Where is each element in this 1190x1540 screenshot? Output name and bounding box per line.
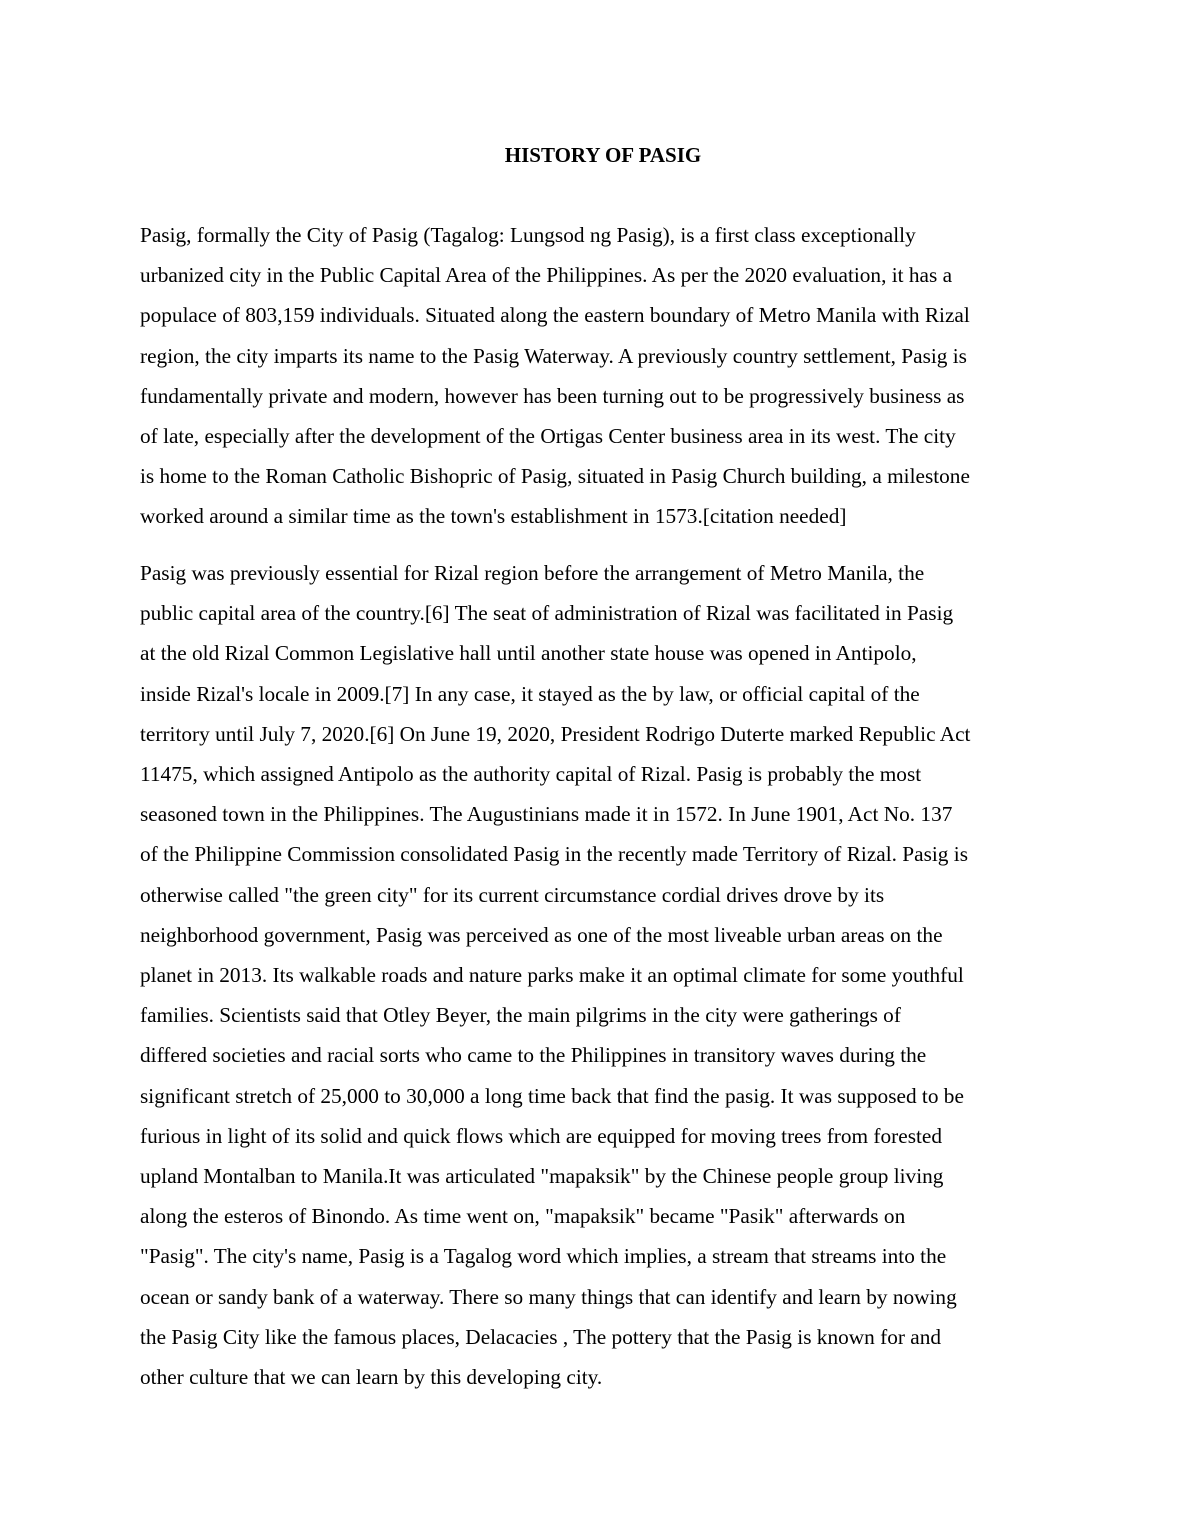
text-line: is home to the Roman Catholic Bishopric of Pasig, situated in Pasig Church building, a milestone bbox=[140, 464, 970, 489]
text-line: Pasig, formally the City of Pasig (Tagalog: Lungsod ng Pasig), is a first class exceptionally bbox=[140, 223, 916, 247]
text-line: "Pasig". The city's name, Pasig is a Tagalog word which implies, a stream that streams into the bbox=[140, 1244, 947, 1269]
text-line: families. Scientists said that Otley Beyer, the main pilgrims in the city were gatherings of bbox=[140, 1003, 901, 1028]
text-line: region, the city imparts its name to the Pasig Waterway. A previously country settlement, Pasig is bbox=[140, 343, 967, 368]
document-title: HISTORY OF PASIG bbox=[504, 143, 702, 167]
text-line: differed societies and racial sorts who came to the Philippines in transitory waves during the bbox=[140, 1043, 927, 1068]
text-line: upland Montalban to Manila.It was articulated "mapaksik" by the Chinese people group living bbox=[140, 1164, 944, 1189]
text-line: territory until July 7, 2020.[6] On June 19, 2020, President Rodrigo Duterte marked Republic Act bbox=[140, 721, 971, 746]
text-line: at the old Rizal Common Legislative hall until another state house was opened in Antipolo, bbox=[140, 641, 917, 666]
paragraph-intro bbox=[140, 215, 1052, 537]
text-line: public capital area of the country.[6] The seat of administration of Rizal was facilitated in Pasig bbox=[140, 601, 954, 626]
text-line: of late, especially after the development of the Ortigas Center business area in its west. The city bbox=[140, 424, 956, 449]
text-line: seasoned town in the Philippines. The Augustinians made it in 1572. In June 1901, Act No. 137 bbox=[140, 802, 953, 827]
text-line: inside Rizal's locale in 2009.[7] In any case, it stayed as the by law, or official capital of the bbox=[140, 681, 920, 706]
text-line: populace of 803,159 individuals. Situated along the eastern boundary of Metro Manila with Rizal bbox=[140, 303, 970, 328]
text-line: fundamentally private and modern, however has been turning out to be progressively business as bbox=[140, 383, 965, 408]
text-line: urbanized city in the Public Capital Area of the Philippines. As per the 2020 evaluation, it has a bbox=[140, 263, 953, 288]
text-line: furious in light of its solid and quick flows which are equipped for moving trees from forested bbox=[140, 1123, 943, 1148]
text-line: ocean or sandy bank of a waterway. There so many things that can identify and learn by nowing bbox=[140, 1284, 957, 1309]
text-line: along the esteros of Binondo. As time went on, "mapaksik" became "Pasik" afterwards on bbox=[140, 1204, 906, 1229]
text-line: planet in 2013. Its walkable roads and nature parks make it an optimal climate for some youthful bbox=[140, 963, 964, 988]
text-line: worked around a similar time as the town's establishment in 1573.[citation needed] bbox=[140, 504, 847, 529]
text-line: neighborhood government, Pasig was perceived as one of the most liveable urban areas on the bbox=[140, 922, 943, 947]
text-line: Pasig was previously essential for Rizal region before the arrangement of Metro Manila, the bbox=[140, 561, 925, 585]
text-line: other culture that we can learn by this developing city. bbox=[140, 1365, 603, 1390]
text-line: 11475, which assigned Antipolo as the authority capital of Rizal. Pasig is probably the most bbox=[140, 762, 922, 787]
text-line: significant stretch of 25,000 to 30,000 a long time back that find the pasig. It was supposed to be bbox=[140, 1083, 964, 1108]
text-line: the Pasig City like the famous places, Delacacies , The pottery that the Pasig is known for and bbox=[140, 1324, 942, 1349]
text-line: of the Philippine Commission consolidated Pasig in the recently made Territory of Rizal. Pasig is bbox=[140, 842, 968, 867]
text-line: otherwise called "the green city" for its current circumstance cordial drives drove by its bbox=[140, 882, 885, 907]
paragraph-history bbox=[140, 553, 1052, 1397]
